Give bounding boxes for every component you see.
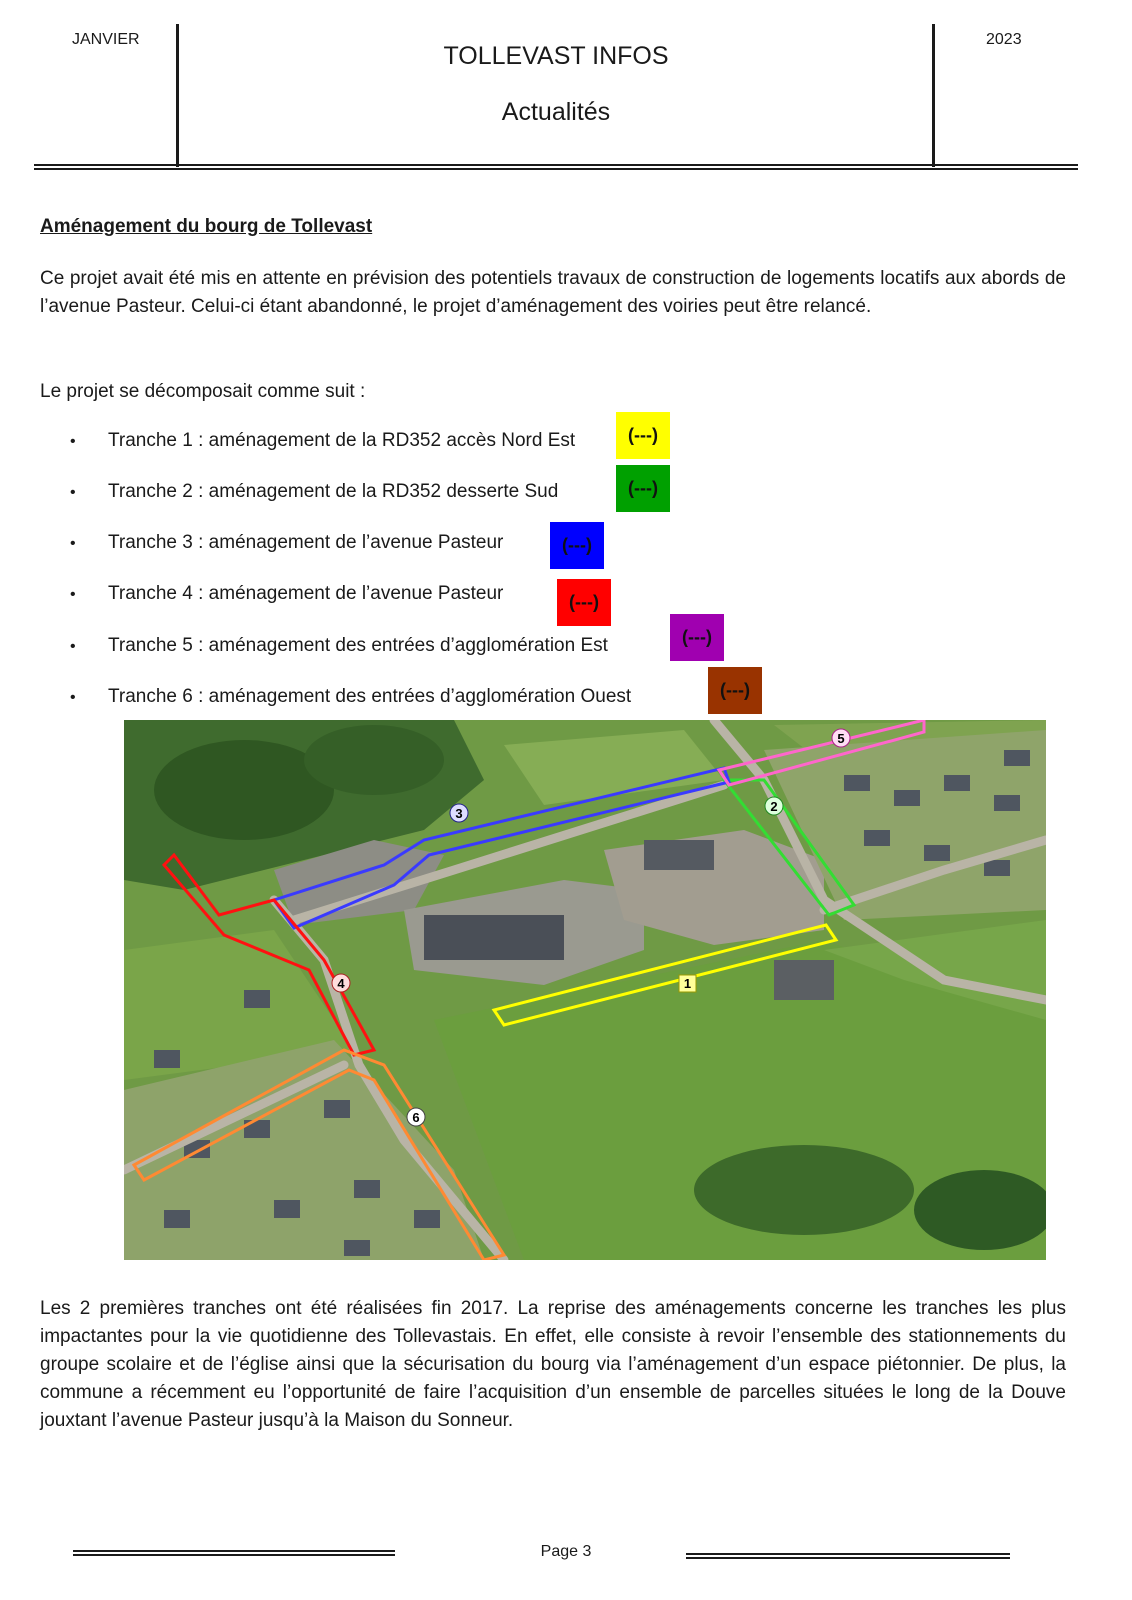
map-marker-4 — [332, 974, 350, 992]
svg-text:5: 5 — [837, 731, 845, 746]
svg-text:6: 6 — [412, 1110, 420, 1125]
header-month: JANVIER — [72, 31, 140, 48]
roof — [424, 915, 564, 960]
header-divider-left — [176, 24, 179, 167]
tranche-label: Tranche 6 : aménagement des entrées d’agglomération Ouest — [108, 686, 632, 707]
map-marker-6 — [407, 1108, 425, 1126]
map-marker-5 — [832, 729, 850, 747]
tranche-label: Tranche 3 : aménagement de l’avenue Pasteur — [108, 532, 504, 553]
swatch-tranche-5: (---) — [670, 614, 724, 661]
list-item — [70, 686, 631, 708]
list-item — [70, 635, 608, 657]
article-intro: Ce projet avait été mis en attente en prévision des potentiels travaux de construction de logements locatifs aux abords de l’avenue Pasteur. Celui-ci étant abandonné, le projet d’aménagement des voiries peut être relancé. — [40, 268, 1066, 317]
list-item — [70, 481, 558, 503]
map-marker-1 — [679, 975, 696, 992]
article-conclusion: Les 2 premières tranches ont été réalisées fin 2017. La reprise des aménagements concerne les tranches les plus impactantes pour la vie quotidienne des Tollevastais. En effet, elle consiste à revoir l’ensemble des stationnements du groupe scolaire et de l’église ainsi que la sécurisation du bourg via l’aménagement d’un espace piétonnier. De plus, la commune a récemment eu l’opportunité de faire l’acquisition d’un ensemble de parcelles situées le long de la Douve jouxtant l’avenue Pasteur jusqu’à la Maison du Sonneur. — [40, 1298, 1066, 1431]
tranche-label: Tranche 5 : aménagement des entrées d’agglomération Est — [108, 635, 608, 656]
article-title: Aménagement du bourg de Tollevast — [40, 216, 373, 237]
bullet-icon: • — [70, 586, 76, 603]
header-year: 2023 — [986, 31, 1022, 48]
tree-cluster — [694, 1145, 914, 1235]
svg-text:4: 4 — [337, 976, 345, 991]
list-item — [70, 430, 575, 452]
list-item — [70, 583, 503, 605]
bullet-icon: • — [70, 638, 76, 655]
svg-text:2: 2 — [770, 799, 778, 814]
swatch-tranche-1: (---) — [616, 412, 670, 459]
tranche-label: Tranche 4 : aménagement de l’avenue Pasteur — [108, 583, 504, 604]
header-subtitle: Actualités — [501, 98, 611, 126]
footer-rule-right — [686, 1553, 1010, 1559]
map-marker-2 — [765, 797, 783, 815]
swatch-tranche-6: (---) — [708, 667, 762, 714]
tranche-label: Tranche 2 : aménagement de la RD352 desserte Sud — [108, 481, 559, 502]
header-divider-right — [932, 24, 935, 167]
bullet-icon: • — [70, 689, 76, 706]
bullet-icon: • — [70, 433, 76, 450]
aerial-map — [124, 720, 1046, 1260]
bullet-icon: • — [70, 484, 76, 501]
article-lead: Le projet se décomposait comme suit : — [40, 381, 366, 402]
list-item — [70, 532, 503, 554]
swatch-tranche-2: (---) — [616, 465, 670, 512]
header-title: TOLLEVAST INFOS — [443, 42, 669, 70]
swatch-tranche-4: (---) — [557, 579, 611, 626]
tree-cluster — [304, 725, 444, 795]
map-marker-3 — [450, 804, 468, 822]
aerial-photo — [124, 720, 1046, 1260]
roof — [644, 840, 714, 870]
page-number: Page 3 — [540, 1543, 592, 1560]
swatch-tranche-3: (---) — [550, 522, 604, 569]
bullet-icon: • — [70, 535, 76, 552]
svg-text:3: 3 — [455, 806, 463, 821]
header-rule — [34, 164, 1078, 170]
tranche-label: Tranche 1 : aménagement de la RD352 accès Nord Est — [108, 430, 576, 451]
svg-text:1: 1 — [683, 976, 692, 991]
roof — [774, 960, 834, 1000]
